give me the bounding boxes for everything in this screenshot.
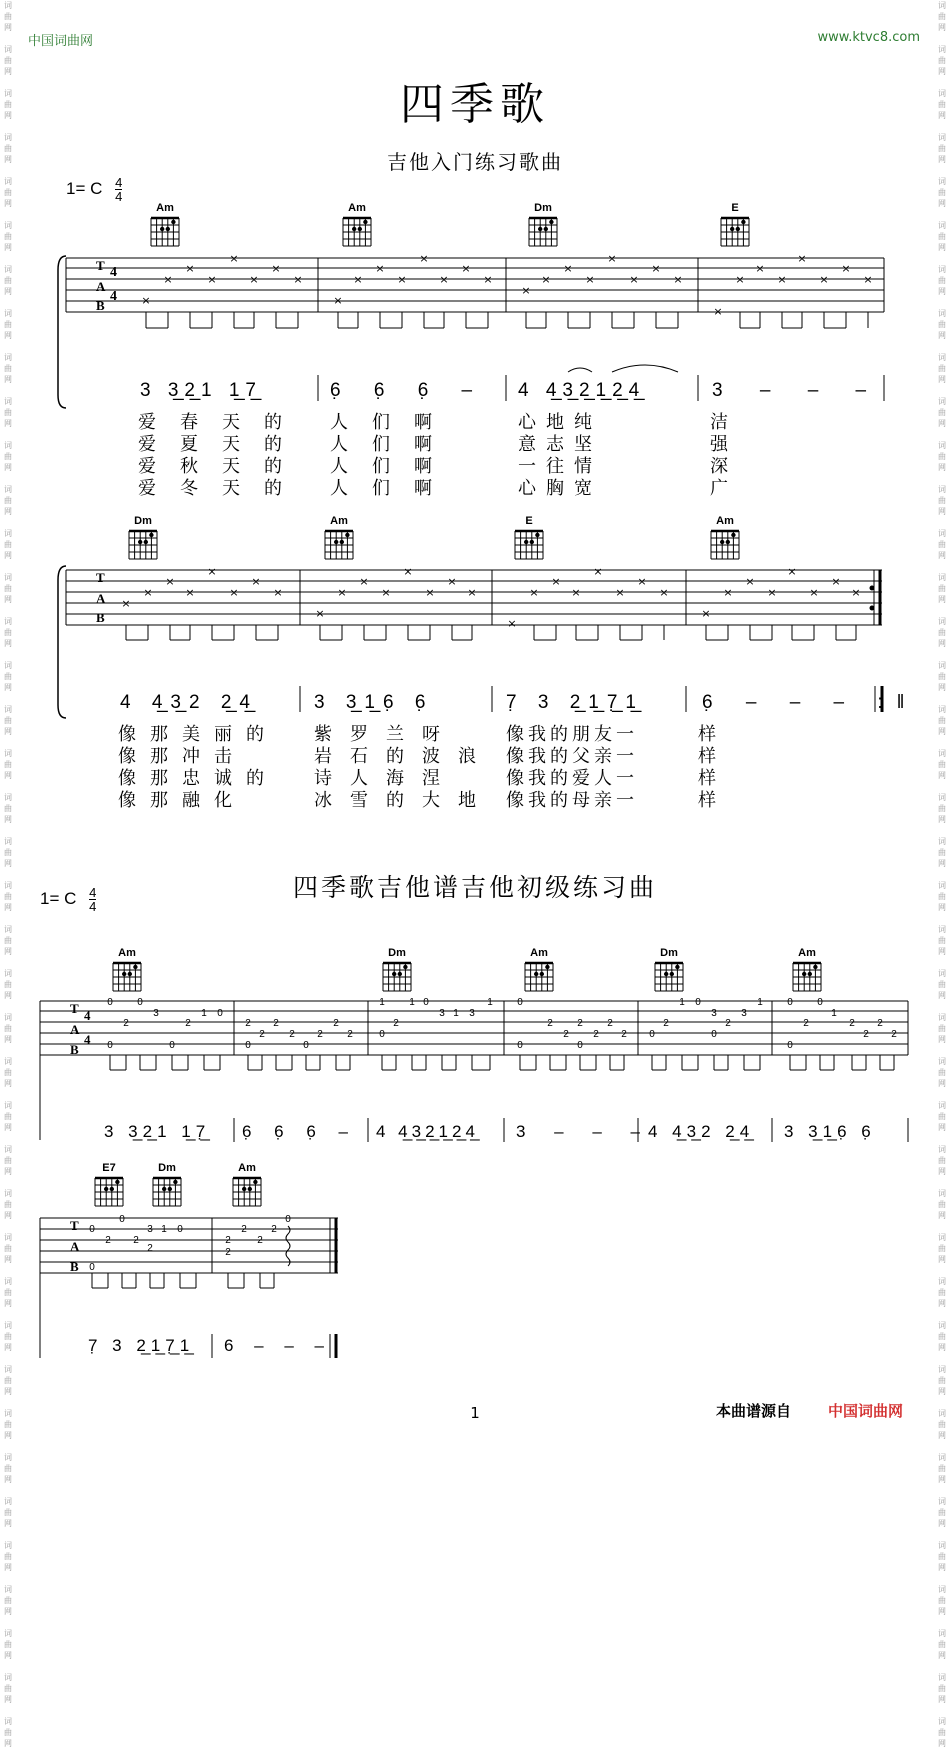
svg-text:0: 0 xyxy=(649,1029,655,1040)
jianpu-measure: 4 4̲3̲2̲1̲2̲4̲ xyxy=(376,1122,479,1141)
svg-text:×: × xyxy=(143,586,153,599)
svg-text:A: A xyxy=(70,1022,80,1037)
source-label: 本曲谱源自 xyxy=(716,1402,792,1420)
svg-text:2: 2 xyxy=(259,1029,265,1040)
chord-diagram xyxy=(92,1162,126,1211)
svg-text:0: 0 xyxy=(577,1040,583,1051)
svg-text:A: A xyxy=(96,591,106,606)
svg-text:×: × xyxy=(121,597,131,610)
svg-text:×: × xyxy=(359,575,369,588)
lyric-line: 心地纯 xyxy=(518,412,602,433)
svg-text:×: × xyxy=(229,586,239,599)
lyric-line: 爱秋天的 xyxy=(138,456,306,477)
chord-diagram xyxy=(148,202,182,251)
svg-text:×: × xyxy=(541,273,551,286)
lyric-line: 心胸宽 xyxy=(518,478,602,499)
svg-text:3: 3 xyxy=(469,1008,475,1019)
song-subtitle: 吉他入门练习歌曲 xyxy=(387,150,563,174)
svg-text:×: × xyxy=(381,586,391,599)
key-signature-2: 1= C $\frac{4}{4}$ xyxy=(40,885,97,914)
svg-text:3: 3 xyxy=(741,1008,747,1019)
lyric-line: 意志坚 xyxy=(518,434,602,455)
lyric-line: 像我的父亲一 xyxy=(506,746,638,767)
svg-text:3: 3 xyxy=(711,1008,717,1019)
chord-name: E7 xyxy=(102,1162,116,1174)
chord-diagram xyxy=(340,202,374,251)
svg-text:×: × xyxy=(185,262,195,275)
svg-text:×: × xyxy=(571,586,581,599)
svg-text:T: T xyxy=(70,1001,79,1016)
svg-text:×: × xyxy=(755,262,765,275)
svg-text:T: T xyxy=(96,258,105,273)
chord-diagram xyxy=(230,1162,264,1211)
chord-diagram xyxy=(718,202,752,251)
svg-text:2: 2 xyxy=(891,1029,897,1040)
svg-text:T: T xyxy=(96,570,105,585)
key-signature: 1= C $\frac{4}{4}$ xyxy=(66,175,123,204)
svg-text:0: 0 xyxy=(711,1029,717,1040)
svg-text:2: 2 xyxy=(663,1018,669,1029)
chord-name: Am xyxy=(798,947,816,959)
chord-grid xyxy=(92,1174,126,1208)
site-brand-left[interactable]: 中国词曲网 xyxy=(28,34,94,49)
lyric-line: 样 xyxy=(698,724,716,745)
svg-text:2: 2 xyxy=(185,1018,191,1029)
source-site-link[interactable]: 中国词曲网 xyxy=(828,1402,904,1420)
svg-text:×: × xyxy=(375,262,385,275)
chord-grid xyxy=(652,959,686,993)
svg-text:0: 0 xyxy=(285,1214,291,1225)
lyric-line: 诗人海涅 xyxy=(314,768,458,789)
svg-text:2: 2 xyxy=(803,1018,809,1029)
svg-text:×: × xyxy=(315,607,325,620)
svg-text:×: × xyxy=(863,273,873,286)
svg-text:×: × xyxy=(615,586,625,599)
svg-text:×: × xyxy=(447,575,457,588)
svg-text:2: 2 xyxy=(273,1018,279,1029)
svg-text:×: × xyxy=(593,565,603,578)
song-title: 四季歌 xyxy=(400,79,550,130)
svg-text:×: × xyxy=(851,586,861,599)
jianpu-measure: 3 – – – xyxy=(712,380,883,401)
site-url-right[interactable]: www.ktvc8.com xyxy=(817,30,920,45)
svg-text:×: × xyxy=(809,586,819,599)
svg-text:×: × xyxy=(701,607,711,620)
jianpu-measure: 4 4̲3̲2 2̲4̲ xyxy=(120,692,258,713)
svg-text:2: 2 xyxy=(725,1018,731,1029)
svg-text:×: × xyxy=(819,273,829,286)
lyric-line: 岩石的波浪 xyxy=(314,746,494,767)
svg-text:A: A xyxy=(70,1239,80,1254)
chord-name: Dm xyxy=(660,947,678,959)
svg-text:2: 2 xyxy=(593,1029,599,1040)
svg-text:0: 0 xyxy=(89,1224,95,1235)
svg-text:2: 2 xyxy=(317,1029,323,1040)
svg-text:×: × xyxy=(207,273,217,286)
svg-text:0: 0 xyxy=(423,997,429,1008)
svg-text:4: 4 xyxy=(84,1032,91,1047)
svg-text:×: × xyxy=(607,252,617,265)
svg-text:0: 0 xyxy=(517,1040,523,1051)
chord-name: Am xyxy=(330,515,348,527)
svg-text:×: × xyxy=(585,273,595,286)
chord-name: Am xyxy=(118,947,136,959)
jianpu-measure: 7̣ 3 2̲1̲7̣̲1̲ xyxy=(506,692,644,713)
chord-grid xyxy=(790,959,824,993)
svg-text:0: 0 xyxy=(137,997,143,1008)
svg-text:×: × xyxy=(251,575,261,588)
svg-text:×: × xyxy=(529,586,539,599)
svg-text:2: 2 xyxy=(271,1224,277,1235)
svg-text:0: 0 xyxy=(89,1262,95,1273)
svg-text:×: × xyxy=(797,252,807,265)
svg-text:×: × xyxy=(337,586,347,599)
svg-text:1: 1 xyxy=(757,997,763,1008)
svg-text:2: 2 xyxy=(849,1018,855,1029)
svg-text:2: 2 xyxy=(607,1018,613,1029)
svg-text:2: 2 xyxy=(547,1018,553,1029)
lyric-line: 样 xyxy=(698,768,716,789)
chord-grid xyxy=(126,527,160,561)
lyric-line: 爱夏天的 xyxy=(138,434,306,455)
jianpu-measure: 3 3̲2̲1 1̲7̲ xyxy=(140,380,262,401)
chord-name: Am xyxy=(156,202,174,214)
svg-text:0: 0 xyxy=(517,997,523,1008)
svg-text:2: 2 xyxy=(245,1018,251,1029)
svg-text:×: × xyxy=(165,575,175,588)
lyric-line: 样 xyxy=(698,746,716,767)
jianpu-measure: 3 3̲2̲1 1̲7̣̲ xyxy=(104,1122,211,1141)
chord-name: Dm xyxy=(534,202,552,214)
chord-diagram xyxy=(150,1162,184,1211)
lyric-line: 像那冲击 xyxy=(118,746,246,767)
svg-text:0: 0 xyxy=(119,1214,125,1225)
svg-text:1: 1 xyxy=(453,1008,459,1019)
svg-text:2: 2 xyxy=(123,1018,129,1029)
chord-grid xyxy=(148,214,182,248)
chord-grid xyxy=(340,214,374,248)
jianpu-measure: 4 4̲3̲2̲1̲2̲4̲ xyxy=(518,380,646,401)
jianpu-measure: 3 – – – xyxy=(516,1122,652,1141)
time-signature-2: $\frac{4}{4}$ xyxy=(89,885,97,914)
chord-name: E xyxy=(731,202,739,214)
jianpu-measure: 6̣ 6̣ 6̣ – xyxy=(330,380,487,401)
svg-text:×: × xyxy=(333,294,343,307)
svg-text:×: × xyxy=(439,273,449,286)
lyric-line: 像我的爱人一 xyxy=(506,768,638,789)
lyric-line: 紫罗兰呀 xyxy=(314,724,458,745)
jianpu-measure: 6̣ 6̣ 6̣ – xyxy=(242,1122,357,1141)
svg-text:×: × xyxy=(841,262,851,275)
jianpu-measure: 6̣ – – – :‖ xyxy=(702,692,919,713)
svg-text:1: 1 xyxy=(831,1008,837,1019)
lyric-line: 像那融化 xyxy=(118,790,246,811)
chord-name: Am xyxy=(238,1162,256,1174)
svg-text:2: 2 xyxy=(147,1243,153,1254)
svg-text:×: × xyxy=(141,294,151,307)
svg-text:×: × xyxy=(185,586,195,599)
svg-text:×: × xyxy=(467,586,477,599)
chord-name: Dm xyxy=(158,1162,176,1174)
svg-text:×: × xyxy=(207,565,217,578)
lyric-line: 深 xyxy=(710,456,728,477)
right-watermark: 词 曲 网 词 曲 网 词 曲 网 词 曲 网 词 曲 网 词 曲 网 词 曲 网 词 曲 网 词 曲 网 词 曲 网 词 曲 网 词 曲 网 词 曲 网 词 曲 网 词 曲 网 词 曲 网 词 曲 网 词 曲 网 词 曲 网 词 曲 网 词 曲 网 词 曲 网 词 曲 网 词 曲 网 词 曲 网 词 曲 网 词 曲 网 词 曲 网 词 曲 网 词 曲 网 词 曲 网 词 曲 网 词 曲 网 词 曲 网 词 曲 网 词 曲 网 词 曲 网 词 曲 网 词 曲 网 词 曲 网 xyxy=(938,1,946,1748)
svg-text:×: × xyxy=(403,565,413,578)
svg-text:0: 0 xyxy=(379,1029,385,1040)
svg-text:0: 0 xyxy=(303,1040,309,1051)
svg-text:×: × xyxy=(777,273,787,286)
chord-grid xyxy=(322,527,356,561)
svg-text:×: × xyxy=(397,273,407,286)
chord-name: Am xyxy=(530,947,548,959)
svg-text:×: × xyxy=(229,252,239,265)
lyric-line: 广 xyxy=(710,478,728,499)
chord-name: Am xyxy=(716,515,734,527)
svg-text:0: 0 xyxy=(169,1040,175,1051)
lyric-line: 人们啊 xyxy=(330,478,456,499)
time-signature: $\frac{4}{4}$ xyxy=(115,175,123,204)
svg-text:2: 2 xyxy=(225,1247,231,1258)
chord-name: Dm xyxy=(388,947,406,959)
svg-text:4: 4 xyxy=(110,289,117,304)
svg-text:×: × xyxy=(563,262,573,275)
lyric-line: 爱春天的 xyxy=(138,412,306,433)
svg-text:2: 2 xyxy=(347,1029,353,1040)
svg-text:×: × xyxy=(629,273,639,286)
svg-text:0: 0 xyxy=(107,1040,113,1051)
svg-text:×: × xyxy=(521,284,531,297)
svg-text:×: × xyxy=(651,262,661,275)
svg-text:2: 2 xyxy=(877,1018,883,1029)
svg-text:2: 2 xyxy=(333,1018,339,1029)
svg-text:B: B xyxy=(96,610,105,625)
svg-text:0: 0 xyxy=(177,1224,183,1235)
chord-grid xyxy=(110,959,144,993)
svg-text:4: 4 xyxy=(110,265,117,280)
svg-text:2: 2 xyxy=(225,1235,231,1246)
left-watermark: 词 曲 网 词 曲 网 词 曲 网 词 曲 网 词 曲 网 词 曲 网 词 曲 网 词 曲 网 词 曲 网 词 曲 网 词 曲 网 词 曲 网 词 曲 网 词 曲 网 词 曲 网 词 曲 网 词 曲 网 词 曲 网 词 曲 网 词 曲 网 词 曲 网 词 曲 网 词 曲 网 词 曲 网 词 曲 网 词 曲 网 词 曲 网 词 曲 网 词 曲 网 词 曲 网 词 曲 网 词 曲 网 词 曲 网 词 曲 网 词 曲 网 词 曲 网 词 曲 网 词 曲 网 词 曲 网 词 曲 网 xyxy=(4,1,12,1748)
lyric-line: 洁 xyxy=(710,412,728,433)
svg-text:×: × xyxy=(353,273,363,286)
svg-text:2: 2 xyxy=(563,1029,569,1040)
section-heading: 四季歌吉他谱吉他初级练习曲 xyxy=(292,873,657,902)
chord-name: Am xyxy=(348,202,366,214)
svg-text:2: 2 xyxy=(863,1029,869,1040)
lyric-line: 像那忠诚的 xyxy=(118,768,278,789)
chord-diagram xyxy=(380,947,414,996)
svg-text:×: × xyxy=(419,252,429,265)
chord-grid xyxy=(718,214,752,248)
svg-text:×: × xyxy=(271,262,281,275)
svg-text:×: × xyxy=(723,586,733,599)
chord-name: Dm xyxy=(134,515,152,527)
svg-text:3: 3 xyxy=(147,1224,153,1235)
chord-diagram xyxy=(522,947,556,996)
svg-text:×: × xyxy=(831,575,841,588)
svg-text:B: B xyxy=(96,298,105,313)
svg-text:×: × xyxy=(745,575,755,588)
svg-text:0: 0 xyxy=(107,997,113,1008)
chord-diagram xyxy=(110,947,144,996)
svg-text:×: × xyxy=(461,262,471,275)
lyric-line: 一往情 xyxy=(518,456,602,477)
chord-grid xyxy=(526,214,560,248)
svg-text:×: × xyxy=(551,575,561,588)
svg-text:0: 0 xyxy=(245,1040,251,1051)
chord-diagram xyxy=(512,515,546,564)
chord-diagram xyxy=(126,515,160,564)
svg-text:2: 2 xyxy=(257,1235,263,1246)
lyric-line: 像我的母亲一 xyxy=(506,790,638,811)
chord-diagram xyxy=(652,947,686,996)
lyric-line: 像那美丽的 xyxy=(118,724,278,745)
svg-text:×: × xyxy=(293,273,303,286)
jianpu-measure: 4 4̲3̲2 2̲4̲ xyxy=(648,1122,755,1141)
svg-text:1: 1 xyxy=(201,1008,207,1019)
svg-text:2: 2 xyxy=(241,1224,247,1235)
svg-text:2: 2 xyxy=(577,1018,583,1029)
svg-text:×: × xyxy=(483,273,493,286)
svg-text:2: 2 xyxy=(133,1235,139,1246)
chord-diagram xyxy=(526,202,560,251)
jianpu-measure: 3 3̲1̲6̣ 6̣ xyxy=(784,1122,876,1141)
lyric-line: 样 xyxy=(698,790,716,811)
svg-text:2: 2 xyxy=(393,1018,399,1029)
svg-text:2: 2 xyxy=(621,1029,627,1040)
jianpu-measure: 6 – – – xyxy=(224,1336,332,1355)
page-number: 1 xyxy=(470,1404,480,1422)
svg-text:T: T xyxy=(70,1218,79,1233)
lyric-line: 人们啊 xyxy=(330,456,456,477)
chord-diagram xyxy=(322,515,356,564)
svg-text:A: A xyxy=(96,279,106,294)
svg-text:1: 1 xyxy=(487,997,493,1008)
svg-text:1: 1 xyxy=(409,997,415,1008)
svg-text:2: 2 xyxy=(289,1029,295,1040)
jianpu-measure: 3 3̲1̲6̣ 6̣ xyxy=(314,692,434,713)
svg-text:3: 3 xyxy=(439,1008,445,1019)
svg-text:0: 0 xyxy=(817,997,823,1008)
svg-text:0: 0 xyxy=(217,1008,223,1019)
lyric-line: 像我的朋友一 xyxy=(506,724,638,745)
chord-grid xyxy=(380,959,414,993)
svg-text:2: 2 xyxy=(105,1235,111,1246)
svg-text:×: × xyxy=(273,586,283,599)
svg-text:0: 0 xyxy=(787,997,793,1008)
jianpu-measure: 7̣ 3 2̲1̲7̣̲1̲ xyxy=(88,1336,195,1355)
lyric-line: 人们啊 xyxy=(330,412,456,433)
lyric-line: 爱冬天的 xyxy=(138,478,306,499)
chord-grid xyxy=(512,527,546,561)
svg-text:×: × xyxy=(659,586,669,599)
svg-text:3: 3 xyxy=(153,1008,159,1019)
svg-text:1: 1 xyxy=(161,1224,167,1235)
chord-grid xyxy=(150,1174,184,1208)
svg-text:×: × xyxy=(249,273,259,286)
svg-text:B: B xyxy=(70,1042,79,1057)
svg-text:0: 0 xyxy=(787,1040,793,1051)
lyric-line: 人们啊 xyxy=(330,434,456,455)
svg-text:B: B xyxy=(70,1259,79,1274)
lyric-line: 强 xyxy=(710,434,728,455)
chord-name: E xyxy=(525,515,533,527)
svg-text:×: × xyxy=(507,617,517,630)
lyric-line: 冰雪的大地 xyxy=(314,790,494,811)
chord-diagram xyxy=(790,947,824,996)
svg-text:1: 1 xyxy=(679,997,685,1008)
svg-text:0: 0 xyxy=(695,997,701,1008)
chord-grid xyxy=(230,1174,264,1208)
chord-diagram xyxy=(708,515,742,564)
svg-text:×: × xyxy=(787,565,797,578)
svg-text:×: × xyxy=(163,273,173,286)
svg-text:1: 1 xyxy=(379,997,385,1008)
svg-text:×: × xyxy=(713,305,723,318)
svg-text:×: × xyxy=(637,575,647,588)
svg-text:×: × xyxy=(673,273,683,286)
chord-grid xyxy=(522,959,556,993)
svg-text:×: × xyxy=(735,273,745,286)
chord-grid xyxy=(708,527,742,561)
svg-text:4: 4 xyxy=(84,1008,91,1023)
svg-text:×: × xyxy=(425,586,435,599)
svg-text:×: × xyxy=(767,586,777,599)
